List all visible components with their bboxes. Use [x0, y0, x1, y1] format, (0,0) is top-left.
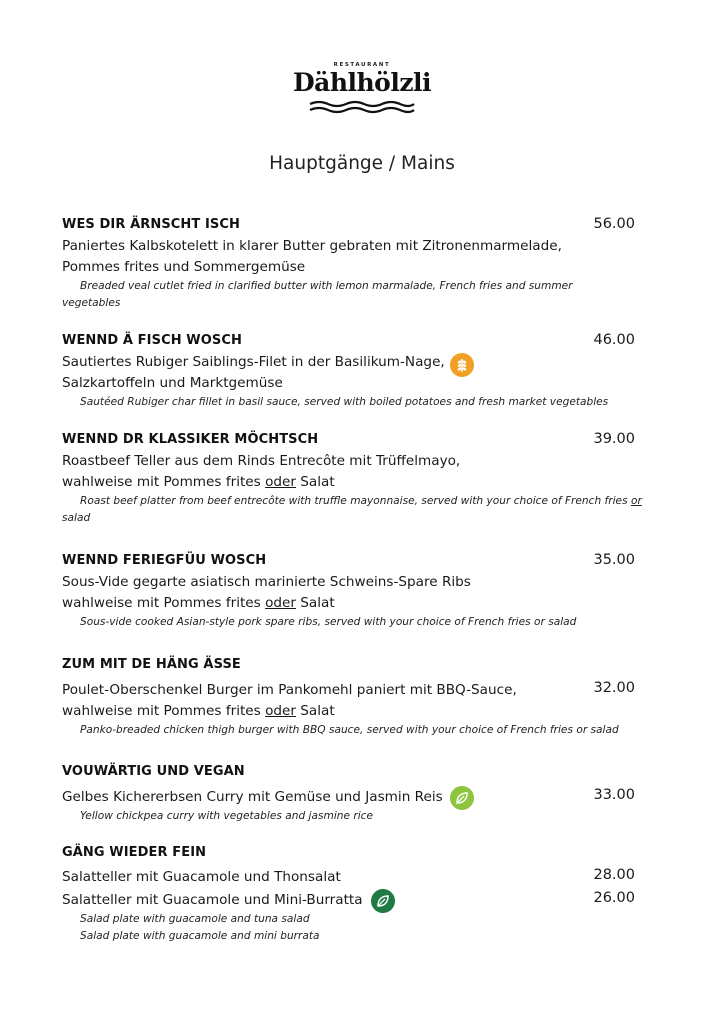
section-heading: GÄNG WIEDER FEIN — [62, 845, 207, 860]
section-heading: WENND Ä FISCH WOSCH — [62, 333, 242, 348]
menu-section — [62, 656, 642, 739]
grain-icon — [450, 353, 474, 377]
menu-section — [62, 332, 642, 411]
dish-description-de: Sous-Vide gegarte asiatisch marinierte Schweins-Spare Ribs — [62, 574, 471, 590]
restaurant-logo — [0, 62, 724, 114]
menu-section — [62, 431, 642, 527]
menu-section — [62, 763, 642, 825]
dish-description-en: Sautéed Rubiger char fillet in basil sauce, served with boiled potatoes and fresh market vegetables — [80, 396, 609, 408]
logo-name: Dählhölzli — [292, 68, 432, 97]
menu-item — [62, 867, 642, 888]
menu-item — [62, 890, 642, 911]
price: 26.00 — [593, 890, 635, 906]
dish-description-de: Sautiertes Rubiger Saiblings-Filet in der Basilikum-Nage, — [62, 354, 445, 370]
section-heading: VOUWÄRTIG UND VEGAN — [62, 764, 245, 779]
dish-description-de: wahlweise mit Pommes frites oder Salat — [62, 474, 335, 490]
waves-icon — [308, 100, 416, 114]
page-title: Hauptgänge / Mains — [269, 153, 455, 174]
dish-description-en: Salad plate with guacamole and tuna salad — [80, 913, 310, 925]
dish-description-de: Pommes frites und Sommergemüse — [62, 259, 306, 275]
section-heading: ZUM MIT DE HÄNG ÄSSE — [62, 657, 241, 672]
dish-description-de: Gelbes Kichererbsen Curry mit Gemüse und Jasmin Reis — [62, 789, 443, 805]
dish-description-de: Salatteller mit Guacamole und Mini-Burratta — [62, 892, 363, 908]
dish-description-en: Panko-breaded chicken thigh burger with BBQ sauce, served with your choice of French fries or salad — [80, 724, 619, 736]
price: 39.00 — [593, 431, 635, 447]
vegetarian-leaf-icon — [371, 889, 395, 913]
section-heading: WENND FERIEGFÜU WOSCH — [62, 553, 267, 568]
dish-description-de: wahlweise mit Pommes frites oder Salat — [62, 595, 335, 611]
price: 46.00 — [593, 332, 635, 348]
section-heading: WES DIR ÄRNSCHT ISCH — [62, 217, 241, 232]
dish-description-en: Roast beef platter from beef entrecôte with truffle mayonnaise, served with your choice of French fries or salad — [62, 495, 642, 524]
price: 28.00 — [593, 867, 635, 883]
price: 33.00 — [593, 787, 635, 803]
dish-description-en: Salad plate with guacamole and mini burrata — [80, 930, 320, 942]
dish-description-de: Roastbeef Teller aus dem Rinds Entrecôte mit Trüffelmayo, — [62, 453, 461, 469]
price: 56.00 — [593, 216, 635, 232]
logo-restaurant-label: RESTAURANT — [333, 62, 391, 68]
dish-description-de: Salatteller mit Guacamole und Thonsalat — [62, 869, 341, 885]
menu-section — [62, 844, 642, 945]
menu-section — [62, 216, 642, 312]
dish-description-de: Salzkartoffeln und Marktgemüse — [62, 375, 283, 391]
dish-description-de: wahlweise mit Pommes frites oder Salat — [62, 703, 335, 719]
price: 32.00 — [593, 680, 635, 696]
menu-section — [62, 552, 642, 631]
section-heading: WENND DR KLASSIKER MÖCHTSCH — [62, 432, 319, 447]
dish-description-en: Sous-vide cooked Asian-style pork spare ribs, served with your choice of French fries or salad — [80, 616, 577, 628]
vegan-leaf-icon — [450, 786, 474, 810]
dish-description-en: Breaded veal cutlet fried in clarified butter with lemon marmalade, French fries and summer vegetables — [62, 280, 573, 309]
dish-description-de: Poulet-Oberschenkel Burger im Pankomehl paniert mit BBQ-Sauce, — [62, 682, 517, 698]
dish-description-de: Paniertes Kalbskotelett in klarer Butter gebraten mit Zitronenmarmelade, — [62, 238, 562, 254]
price: 35.00 — [593, 552, 635, 568]
dish-description-en: Yellow chickpea curry with vegetables and jasmine rice — [80, 810, 373, 822]
